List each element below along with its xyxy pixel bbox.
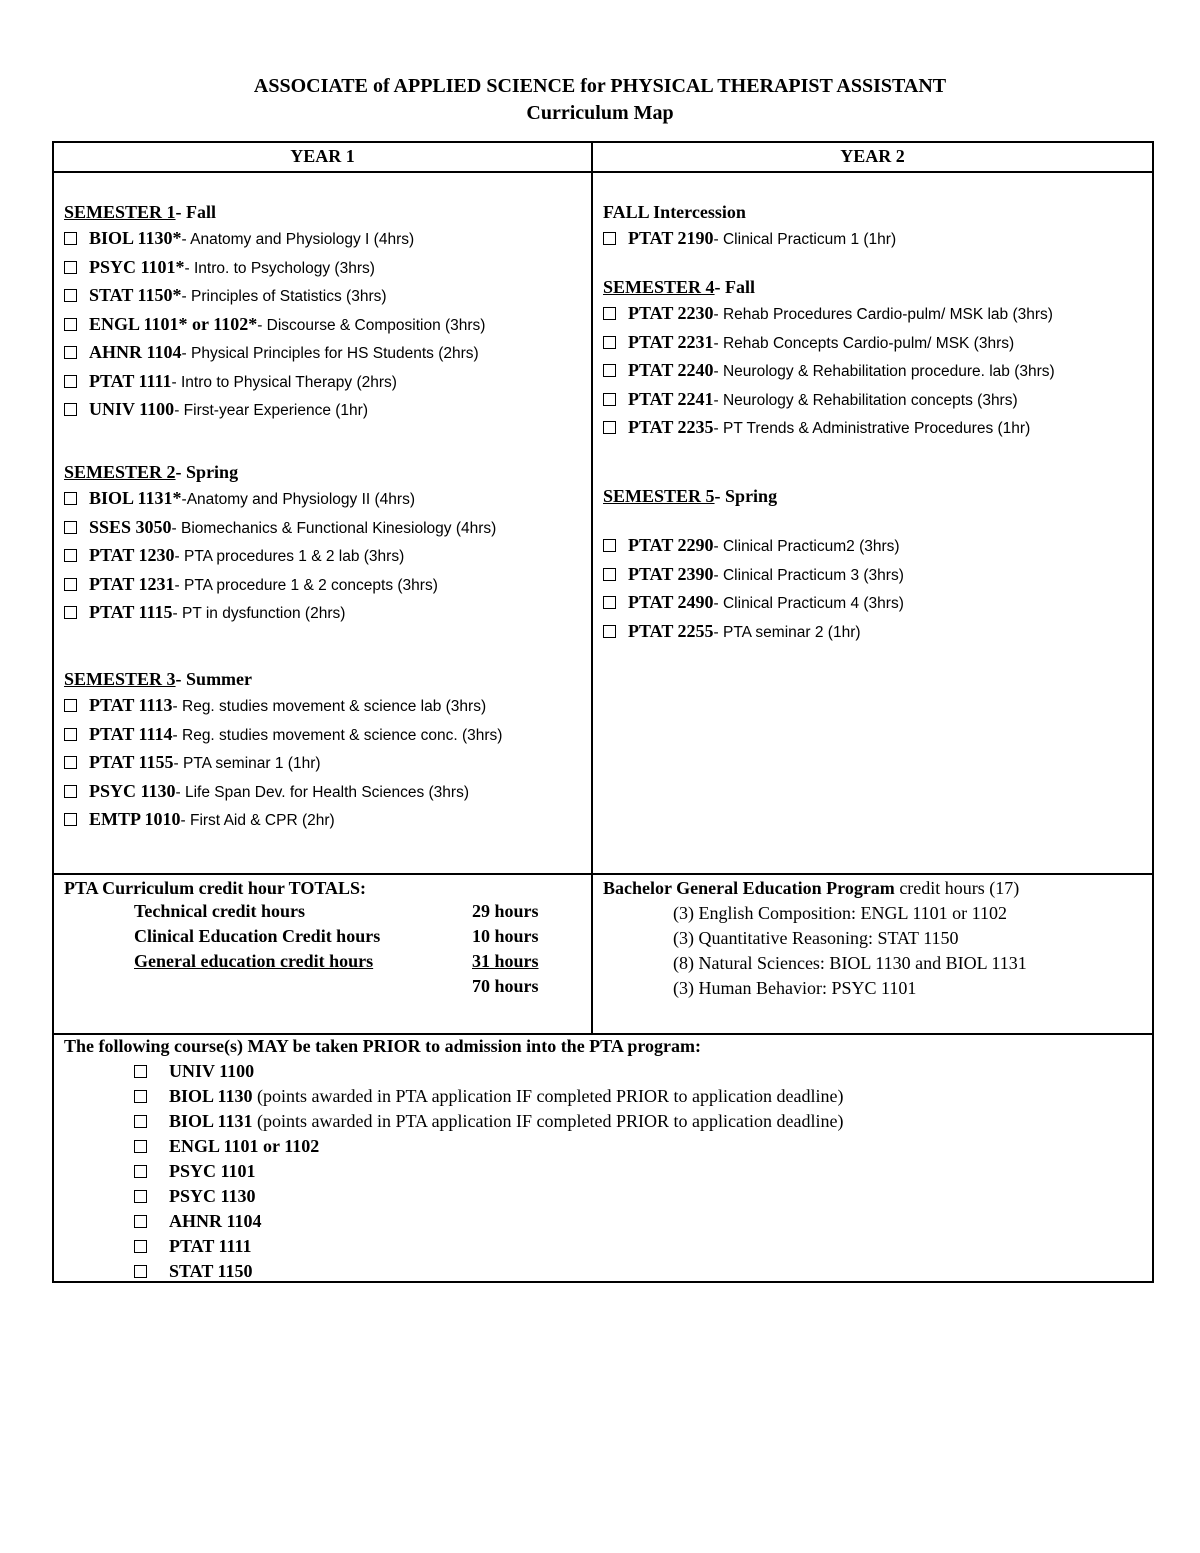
semester-3-courses xyxy=(64,692,502,835)
semester-5-heading: SEMESTER 5- Spring xyxy=(603,486,778,506)
gen-ed-item: (3) English Composition: ENGL 1101 or 1102 xyxy=(673,903,1007,923)
prior-course-note: (points awarded in PTA application IF completed PRIOR to application deadline) xyxy=(252,1086,844,1106)
course-code: PTAT 2231 xyxy=(628,331,714,352)
checkbox-icon[interactable] xyxy=(134,1265,147,1278)
course-code: PTAT 1231 xyxy=(89,573,175,594)
prior-course-note: (points awarded in PTA application IF completed PRIOR to application deadline) xyxy=(252,1111,844,1131)
course-description: - First Aid & CPR (2hr) xyxy=(180,812,335,829)
course-item xyxy=(64,339,485,368)
intercession-courses xyxy=(603,225,896,254)
prior-course-code: UNIV 1100 xyxy=(169,1061,255,1081)
prior-course-item xyxy=(64,1259,1144,1284)
checkbox-icon[interactable] xyxy=(603,596,616,609)
semester-1-courses xyxy=(64,225,485,425)
checkbox-icon[interactable] xyxy=(603,568,616,581)
course-code: BIOL 1130* xyxy=(89,228,182,248)
course-item xyxy=(603,561,904,590)
year-2-semester-5 xyxy=(603,483,904,646)
checkbox-icon[interactable] xyxy=(64,549,77,562)
checkbox-icon[interactable] xyxy=(134,1215,147,1228)
course-code: PTAT 2290 xyxy=(628,535,714,555)
checkbox-icon[interactable] xyxy=(64,699,77,712)
course-item xyxy=(64,485,496,514)
course-description: - Life Span Dev. for Health Sciences (3hrs) xyxy=(175,783,469,801)
course-description: - Clinical Practicum2 (3hrs) xyxy=(713,538,900,555)
prior-course-item xyxy=(64,1184,1144,1209)
course-description: - Clinical Practicum 4 (3hrs) xyxy=(713,595,904,612)
semester-3-heading: SEMESTER 3- Summer xyxy=(64,669,253,689)
course-description: - Principles of Statistics (3hrs) xyxy=(181,288,387,305)
gen-ed-title: Bachelor General Education Program credit hours (17) xyxy=(603,878,1020,898)
checkbox-icon[interactable] xyxy=(64,261,77,274)
course-item xyxy=(603,225,896,254)
course-description: - Clinical Practicum 1 (1hr) xyxy=(713,231,897,248)
course-item xyxy=(603,589,904,618)
fall-intercession-heading: FALL Intercession xyxy=(603,202,746,222)
general-education-program xyxy=(603,876,1148,1001)
document-title: ASSOCIATE of APPLIED SCIENCE for PHYSICAL THERAPIST ASSISTANT xyxy=(253,75,947,97)
checkbox-icon[interactable] xyxy=(603,393,616,406)
totals-row-clinical: Clinical Education Credit hours 10 hours xyxy=(134,926,539,946)
year-2-intercession xyxy=(603,199,896,254)
checkbox-icon[interactable] xyxy=(603,539,616,552)
checkbox-icon[interactable] xyxy=(64,289,77,302)
course-description: - Rehab Concepts Cardio-pulm/ MSK (3hrs) xyxy=(713,334,1015,352)
course-code: PTAT 1230 xyxy=(89,545,175,565)
totals-grand-total: 70 hours xyxy=(472,976,539,996)
checkbox-icon[interactable] xyxy=(64,756,77,769)
course-code: EMTP 1010 xyxy=(89,809,181,829)
gen-ed-item: (3) Quantitative Reasoning: STAT 1150 xyxy=(673,928,959,948)
course-code: PTAT 2190 xyxy=(628,228,714,248)
checkbox-icon[interactable] xyxy=(603,364,616,377)
prior-course-item xyxy=(64,1059,1144,1084)
prior-course-item xyxy=(64,1109,1144,1134)
course-code: PTAT 2490 xyxy=(628,592,714,612)
gen-ed-item: (3) Human Behavior: PSYC 1101 xyxy=(673,978,917,998)
checkbox-icon[interactable] xyxy=(603,421,616,434)
prior-course-code: AHNR 1104 xyxy=(169,1211,262,1231)
checkbox-icon[interactable] xyxy=(603,232,616,245)
year-1-column xyxy=(64,199,485,425)
course-item xyxy=(603,357,1055,386)
checkbox-icon[interactable] xyxy=(134,1065,147,1078)
course-code: PTAT 1115 xyxy=(89,602,173,622)
course-description: - Rehab Procedures Cardio-pulm/ MSK lab (3hrs) xyxy=(713,306,1053,323)
course-description: - Reg. studies movement & science lab (3hrs) xyxy=(172,698,487,715)
course-item xyxy=(603,300,1055,329)
checkbox-icon[interactable] xyxy=(64,375,77,388)
course-item xyxy=(64,599,496,628)
prior-course-code: STAT 1150 xyxy=(169,1261,253,1281)
credit-hour-totals xyxy=(64,876,584,1001)
totals-row-technical: Technical credit hours 29 hours xyxy=(134,901,539,921)
course-code: AHNR 1104 xyxy=(89,342,182,362)
course-item xyxy=(64,571,496,600)
semester-4-heading: SEMESTER 4- Fall xyxy=(603,277,756,297)
course-item xyxy=(64,282,485,311)
course-code: STAT 1150* xyxy=(89,285,182,305)
course-item xyxy=(64,514,496,543)
course-description: - Intro. to Psychology (3hrs) xyxy=(184,259,375,277)
prior-course-list xyxy=(64,1059,1144,1284)
checkbox-icon[interactable] xyxy=(134,1090,147,1103)
course-item xyxy=(603,414,1055,443)
prior-course-code: PSYC 1130 xyxy=(169,1186,256,1206)
course-code: PTAT 2390 xyxy=(628,563,714,584)
course-item xyxy=(64,749,502,778)
checkbox-icon[interactable] xyxy=(134,1190,147,1203)
course-code: PTAT 1111 xyxy=(89,370,172,391)
course-code: ENGL 1101* or 1102* xyxy=(89,313,258,334)
checkbox-icon[interactable] xyxy=(64,346,77,359)
course-description: - PTA seminar 1 (1hr) xyxy=(173,755,321,772)
checkbox-icon[interactable] xyxy=(603,625,616,638)
course-code: PTAT 2255 xyxy=(628,620,714,641)
year-1-semester-3 xyxy=(64,666,502,835)
course-description: - PT Trends & Administrative Procedures (1hr) xyxy=(713,420,1031,437)
semester-4-courses xyxy=(603,300,1055,443)
checkbox-icon[interactable] xyxy=(64,232,77,245)
course-item xyxy=(603,618,904,647)
semester-2-courses xyxy=(64,485,496,628)
course-code: PSYC 1130 xyxy=(89,780,176,801)
course-code: PTAT 2240 xyxy=(628,360,714,380)
course-description: - Reg. studies movement & science conc. (3hrs) xyxy=(172,726,503,744)
course-item xyxy=(603,532,904,561)
course-description: - Intro to Physical Therapy (2hrs) xyxy=(171,373,397,391)
checkbox-icon[interactable] xyxy=(64,403,77,416)
course-description: - Anatomy and Physiology I (4hrs) xyxy=(181,231,415,248)
year-1-semester-2 xyxy=(64,459,496,628)
course-description: - Physical Principles for HS Students (2hrs) xyxy=(181,345,479,362)
checkbox-icon[interactable] xyxy=(134,1165,147,1178)
semester-2-heading: SEMESTER 2- Spring xyxy=(64,462,239,482)
semester-1-heading: SEMESTER 1- Fall xyxy=(64,202,217,222)
semester-5-courses xyxy=(603,532,904,646)
prior-course-item xyxy=(64,1084,1144,1109)
course-description: - Biomechanics & Functional Kinesiology (4hrs) xyxy=(171,519,497,537)
checkbox-icon[interactable] xyxy=(603,307,616,320)
course-code: SSES 3050 xyxy=(89,516,172,537)
course-item xyxy=(603,329,1055,358)
course-item xyxy=(64,225,485,254)
course-code: PSYC 1101* xyxy=(89,256,185,277)
course-description: - PT in dysfunction (2hrs) xyxy=(172,605,346,622)
year-2-header: YEAR 2 xyxy=(840,146,905,166)
prior-course-item xyxy=(64,1134,1144,1159)
checkbox-icon[interactable] xyxy=(64,521,77,534)
course-item xyxy=(64,778,502,807)
prior-course-code: PTAT 1111 xyxy=(169,1236,252,1256)
course-item xyxy=(64,692,502,721)
checkbox-icon[interactable] xyxy=(64,785,77,798)
course-item xyxy=(64,542,496,571)
prior-course-code: ENGL 1101 or 1102 xyxy=(169,1136,320,1156)
prior-course-code: BIOL 1130 xyxy=(169,1086,253,1106)
course-description: - First-year Experience (1hr) xyxy=(174,402,368,419)
course-description: - PTA procedure 1 & 2 concepts (3hrs) xyxy=(174,576,438,594)
course-description: - PTA seminar 2 (1hr) xyxy=(713,623,861,641)
course-code: PTAT 1114 xyxy=(89,723,173,744)
prior-course-code: PSYC 1101 xyxy=(169,1161,256,1181)
course-description: - Neurology & Rehabilitation procedure. lab (3hrs) xyxy=(713,363,1055,380)
course-code: PTAT 2235 xyxy=(628,417,714,437)
checkbox-icon[interactable] xyxy=(64,492,77,505)
totals-row-general: General education credit hours 31 hours xyxy=(134,951,539,971)
prior-course-item xyxy=(64,1209,1144,1234)
document-subtitle: Curriculum Map xyxy=(526,102,674,124)
course-item xyxy=(64,254,485,283)
course-code: PTAT 1155 xyxy=(89,752,174,772)
course-description: - PTA procedures 1 & 2 lab (3hrs) xyxy=(174,548,405,565)
checkbox-icon[interactable] xyxy=(64,813,77,826)
checkbox-icon[interactable] xyxy=(64,606,77,619)
checkbox-icon[interactable] xyxy=(603,336,616,349)
course-description: - Discourse & Composition (3hrs) xyxy=(257,316,486,334)
course-code: PTAT 2230 xyxy=(628,303,714,323)
course-item xyxy=(64,368,485,397)
prior-title: The following course(s) MAY be taken PRIOR to admission into the PTA program: xyxy=(64,1036,702,1056)
checkbox-icon[interactable] xyxy=(134,1115,147,1128)
checkbox-icon[interactable] xyxy=(134,1140,147,1153)
course-code: BIOL 1131* xyxy=(89,488,182,508)
course-item xyxy=(64,806,502,835)
course-code: PTAT 2241 xyxy=(628,388,714,409)
checkbox-icon[interactable] xyxy=(134,1240,147,1253)
gen-ed-item: (8) Natural Sciences: BIOL 1130 and BIOL 1131 xyxy=(673,953,1027,973)
course-item xyxy=(64,721,502,750)
course-item xyxy=(603,386,1055,415)
year-2-semester-4 xyxy=(603,274,1055,443)
prior-course-item xyxy=(64,1159,1144,1184)
course-code: UNIV 1100 xyxy=(89,399,175,419)
prior-course-item xyxy=(64,1234,1144,1259)
checkbox-icon[interactable] xyxy=(64,318,77,331)
course-description: - Neurology & Rehabilitation concepts (3hrs) xyxy=(713,391,1018,409)
checkbox-icon[interactable] xyxy=(64,728,77,741)
prior-admission-courses xyxy=(64,1034,1144,1284)
course-description: - Clinical Practicum 3 (3hrs) xyxy=(713,566,904,584)
course-description: -Anatomy and Physiology II (4hrs) xyxy=(181,491,415,508)
course-code: PTAT 1113 xyxy=(89,695,173,715)
course-item xyxy=(64,311,485,340)
totals-title: PTA Curriculum credit hour TOTALS: xyxy=(64,878,367,898)
year-1-header: YEAR 1 xyxy=(290,146,355,166)
checkbox-icon[interactable] xyxy=(64,578,77,591)
course-item xyxy=(64,396,485,425)
prior-course-code: BIOL 1131 xyxy=(169,1111,253,1131)
